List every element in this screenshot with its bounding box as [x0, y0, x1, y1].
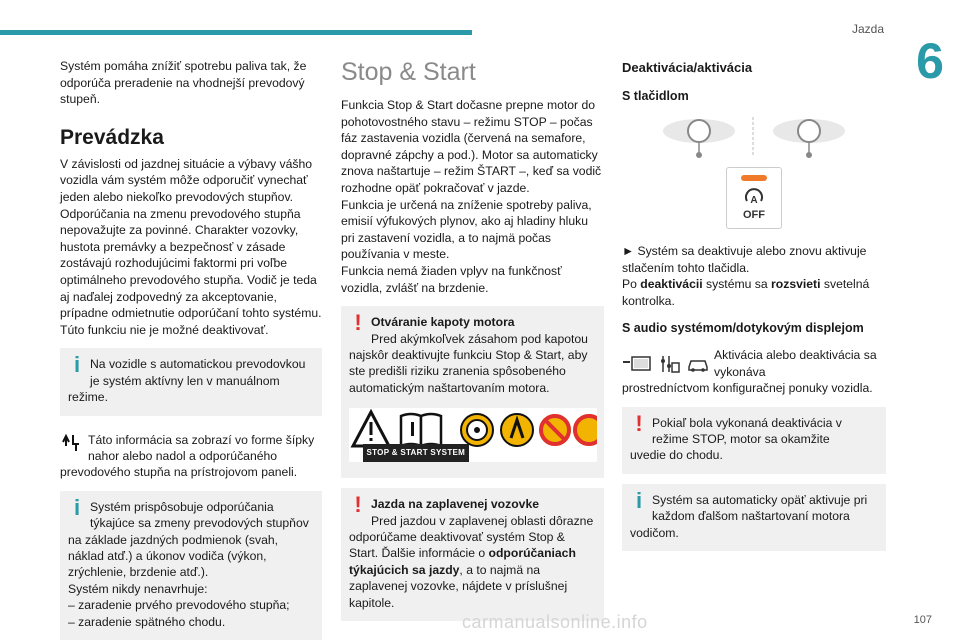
warning-box-flooded-road: ! Jazda na zaplavenej vozovke Pred jazdou v zaplavenej oblasti dôrazne odporúčame deaktivovať systém Stop & Start. Ďalšie informácie o odporúčaniach týkajúcich sa jazdy, a to najmä na zaplavenej vozovke, nájdete v príslušnej kapitole. — [341, 488, 604, 621]
page-number: 107 — [913, 614, 932, 626]
column-middle — [341, 58, 604, 621]
warning-icon: ! — [354, 492, 362, 518]
car-icon — [686, 354, 710, 374]
touchscreen-note: Aktivácia alebo deaktivácia sa vykonáva prostredníctvom konfiguračnej ponuky vozidla. — [622, 348, 877, 396]
menu-icons — [622, 347, 710, 380]
info-icon: i — [635, 487, 643, 513]
watermark: carmanualsonline.info — [462, 612, 648, 632]
column-left — [60, 58, 322, 640]
deactivation-title: Deaktivácia/aktivácia — [622, 60, 753, 75]
with-button-title: S tlačidlom — [622, 89, 689, 103]
warning-box-hood: ! Otváranie kapoty motora Pred akýmkoľvek zásahom pod kapotou najskôr deaktivujte funkciu Stop & Start, aby ste predišli riziku zranenia spôsobeného automatickým naštartovaním motora. STOP & START SYSTEM — [341, 306, 604, 478]
warning-icon: ! — [635, 410, 643, 436]
button-instruction: ► Systém sa deaktivuje alebo znovu aktivuje stlačením tohto tlačidla. — [622, 244, 867, 275]
steering-wheel-left-icon — [663, 119, 735, 158]
stop-start-title: Stop & Start — [341, 58, 476, 86]
column-right — [622, 58, 886, 551]
chapter-number: 6 — [916, 33, 944, 89]
indicator-note: Po deaktivácii systému sa rozsvieti svetelná kontrolka. — [622, 277, 870, 308]
svg-text:A: A — [750, 195, 758, 206]
info-box-adaptation: i Systém prispôsobuje odporúčania týkajúce sa zmeny prevodových stupňov na základe jazdných podmienok (svah, náklad atď.) a úkonov vodiča (výkon, zrýchlenie, brzdenie atď.). Systém nikdy nenavrhuje: – zaradenie prvého prevodového stupňa; – zaradenie spätného chodu. — [60, 491, 322, 640]
steering-wheel-right-icon — [773, 119, 845, 158]
fan-icon — [461, 414, 493, 446]
gear-indicator-note: Táto informácia sa zobrazí vo forme šípky nahor alebo nadol a odporúčaného prevodového stupňa na prístrojovom paneli. — [60, 432, 315, 480]
warning-signs-strip — [349, 406, 596, 464]
stop-start-p3: Funkcia nemá žiaden vplyv na funkčnosť vozidla, zvlášť na brzdenie. — [341, 263, 562, 295]
prohibited-hand-icon — [539, 414, 571, 446]
manual-book-icon — [401, 414, 441, 446]
stop-start-system-label: STOP & START SYSTEM — [363, 444, 470, 462]
auto-stop-icon — [743, 187, 765, 209]
audio-system-title: S audio systémom/dotykovým displejom — [622, 321, 864, 336]
dashboard-illustration — [622, 115, 886, 159]
settings-sliders-icon — [658, 354, 680, 374]
gear-shift-icon — [60, 432, 84, 465]
warning-icon: ! — [354, 310, 362, 336]
display-icon — [622, 354, 652, 374]
indicator-light — [741, 175, 767, 181]
section-text: V závislosti od jazdnej situácie a výbavy vášho vozidla vám systém môže odporučiť vynechať jeden alebo niekoľko prevodových stupňov. Odporúčania na zmenu prevodového stupňa nepovažujte za povinné. Charakter vozovky, hustota premávky a bezpečnosť v zásade zostávajú rozhodujúcimi faktormi pri voľbe optimálneho prevodového stupňa. Vodič je teda aj naďalej zodpovedný za akceptovanie, prípadne odmietnutie odporúčaní tohto systému. Túto funkciu nie je možné deaktivovať. — [60, 156, 322, 337]
info-icon: i — [73, 352, 81, 378]
intro-text: Systém pomáha znížiť spotrebu paliva tak, že odporúča preradenie na vhodnejší prevodový stupeň. — [60, 59, 307, 107]
no-touch-icon — [501, 414, 533, 446]
stop-start-off-button[interactable]: A OFF — [622, 167, 886, 229]
info-box-automatic: i Na vozidle s automatickou prevodovkou je systém aktívny len v manuálnom režime. — [60, 348, 322, 415]
stop-start-p1: Funkcia Stop & Start dočasne prepne motor do pohotovostného stavu – režimu STOP – počas fáz zastavenia vozidla (červená na semafore, dopravné zápchy a pod.). Motor sa automaticky znova naštartuje – režim ŠTART –, keď sa vodič rozhodne opäť pokračovať v jazde. — [341, 98, 602, 195]
header-title: Jazda — [851, 22, 884, 36]
prohibited-tool-icon — [573, 414, 597, 446]
info-box-auto-reactivation: i Systém sa automaticky opäť aktivuje pri každom ďalšom naštartovaní motora vodičom. — [622, 484, 886, 551]
warning-box-stop-mode: ! Pokiaľ bola vykonaná deaktivácia v režime STOP, motor sa okamžite uvedie do chodu. — [622, 407, 886, 474]
stop-start-p2: Funkcia je určená na zníženie spotreby paliva, emisií výfukových plynov, ako aj hladiny hluku pri zastavení vozidla, a to najmä počas používania v meste. — [341, 197, 592, 262]
info-icon: i — [73, 494, 81, 520]
hazard-triangle-icon — [353, 412, 389, 446]
header-accent-bar — [0, 30, 472, 35]
section-title-prevadzka: Prevádzka — [60, 125, 164, 149]
